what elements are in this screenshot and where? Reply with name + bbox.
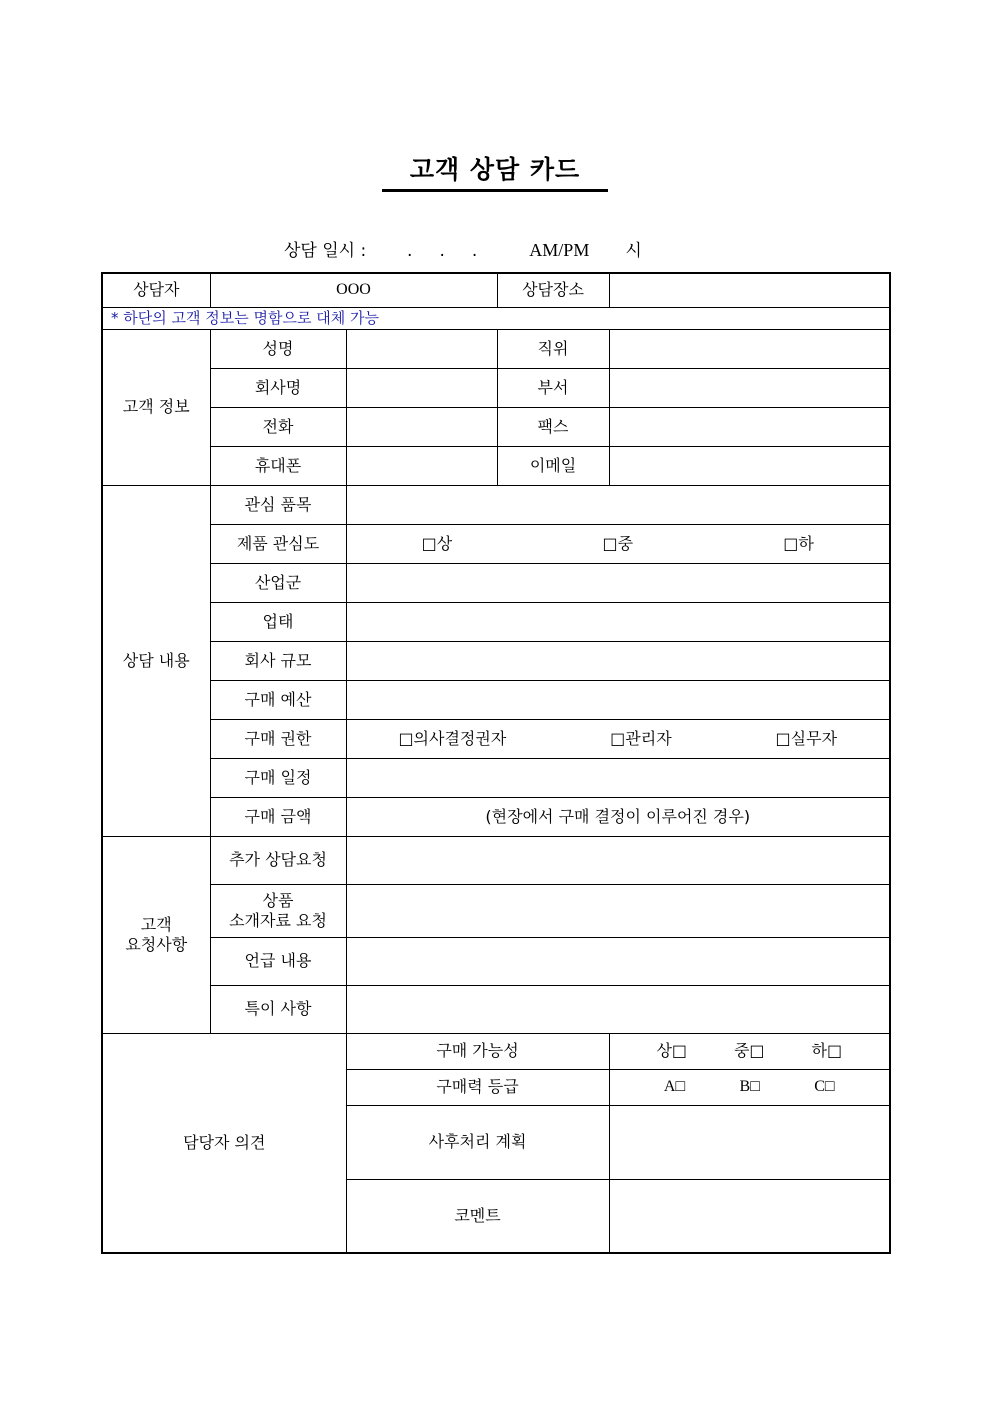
email-label: 이메일	[497, 446, 609, 485]
datetime-ampm: AM/PM	[529, 240, 590, 260]
counselor-label: 상담자	[102, 273, 210, 307]
follow-up-label: 사후처리 계획	[346, 1105, 609, 1179]
comment-field[interactable]	[609, 1179, 890, 1253]
business-type-label: 업태	[210, 602, 346, 641]
datetime-dots: . . .	[396, 241, 478, 261]
schedule-field[interactable]	[346, 758, 890, 797]
auth-decision-checkbox[interactable]: □의사결정권자	[398, 728, 507, 748]
auth-manager-checkbox[interactable]: □관리자	[610, 728, 672, 748]
product-interest-options	[346, 524, 890, 563]
requests-section	[102, 836, 210, 1033]
mobile-label: 휴대폰	[210, 446, 346, 485]
requests-section-line2: 요청사항	[125, 934, 188, 954]
possibility-label: 구매 가능성	[346, 1033, 609, 1069]
phone-label: 전화	[210, 407, 346, 446]
grade-b-checkbox[interactable]: B□	[739, 1078, 760, 1095]
consult-datetime	[284, 236, 642, 261]
brochure-request-label	[210, 884, 346, 937]
customer-info-section: 고객 정보	[102, 329, 210, 485]
fax-label: 팩스	[497, 407, 609, 446]
title-underline	[382, 189, 608, 192]
poss-high-checkbox[interactable]: 상□	[656, 1041, 688, 1060]
additional-request-field[interactable]	[346, 836, 890, 884]
interest-high-checkbox[interactable]: □상	[421, 533, 453, 553]
department-label: 부서	[497, 368, 609, 407]
interest-low-checkbox[interactable]: □하	[783, 533, 814, 553]
department-field[interactable]	[609, 368, 890, 407]
company-size-field[interactable]	[346, 641, 890, 680]
budget-field[interactable]	[346, 680, 890, 719]
comment-label: 코멘트	[346, 1179, 609, 1253]
grade-a-checkbox[interactable]: A□	[663, 1078, 686, 1095]
company-label: 회사명	[210, 368, 346, 407]
interest-item-field[interactable]	[346, 485, 890, 524]
auth-staff-checkbox[interactable]: □실무자	[775, 728, 838, 748]
authority-label: 구매 권한	[210, 719, 346, 758]
place-value[interactable]	[609, 273, 890, 307]
product-interest-label: 제품 관심도	[210, 524, 346, 563]
industry-label: 산업군	[210, 563, 346, 602]
special-notes-label: 특이 사항	[210, 985, 346, 1033]
position-field[interactable]	[609, 329, 890, 368]
amount-note[interactable]: (현장에서 구매 결정이 이루어진 경우)	[346, 797, 890, 836]
company-field[interactable]	[346, 368, 497, 407]
requests-section-line1: 고객	[140, 914, 172, 934]
name-label: 성명	[210, 329, 346, 368]
grade-options	[609, 1069, 890, 1105]
fax-field[interactable]	[609, 407, 890, 446]
email-field[interactable]	[609, 446, 890, 485]
opinion-section: 담당자 의견	[102, 1033, 346, 1253]
brochure-line2: 소개자료 요청	[229, 910, 327, 930]
mentioned-field[interactable]	[346, 937, 890, 985]
position-label: 직위	[497, 329, 609, 368]
amount-label: 구매 금액	[210, 797, 346, 836]
consult-section: 상담 내용	[102, 485, 210, 836]
mobile-field[interactable]	[346, 446, 497, 485]
consultation-card-table	[101, 272, 891, 1254]
name-field[interactable]	[346, 329, 497, 368]
industry-field[interactable]	[346, 563, 890, 602]
datetime-label: 상담 일시 :	[284, 241, 367, 261]
business-card-note: * 하단의 고객 정보는 명함으로 대체 가능	[102, 307, 890, 329]
place-label: 상담장소	[497, 273, 609, 307]
counselor-value[interactable]: OOO	[210, 273, 497, 307]
poss-mid-checkbox[interactable]: 중□	[733, 1041, 765, 1060]
interest-item-label: 관심 품목	[210, 485, 346, 524]
company-size-label: 회사 규모	[210, 641, 346, 680]
special-notes-field[interactable]	[346, 985, 890, 1033]
grade-label: 구매력 등급	[346, 1069, 609, 1105]
poss-low-checkbox[interactable]: 하□	[811, 1041, 843, 1060]
authority-options	[346, 719, 890, 758]
grade-c-checkbox[interactable]: C□	[814, 1078, 835, 1095]
phone-field[interactable]	[346, 407, 497, 446]
schedule-label: 구매 일정	[210, 758, 346, 797]
interest-mid-checkbox[interactable]: □중	[602, 533, 634, 553]
datetime-hour: 시	[625, 241, 642, 261]
brochure-request-field[interactable]	[346, 884, 890, 937]
possibility-options	[609, 1033, 890, 1069]
brochure-line1: 상품	[262, 890, 294, 910]
follow-up-field[interactable]	[609, 1105, 890, 1179]
page-title: 고객 상담 카드	[409, 155, 581, 184]
budget-label: 구매 예산	[210, 680, 346, 719]
mentioned-label: 언급 내용	[210, 937, 346, 985]
business-type-field[interactable]	[346, 602, 890, 641]
additional-request-label: 추가 상담요청	[210, 836, 346, 884]
